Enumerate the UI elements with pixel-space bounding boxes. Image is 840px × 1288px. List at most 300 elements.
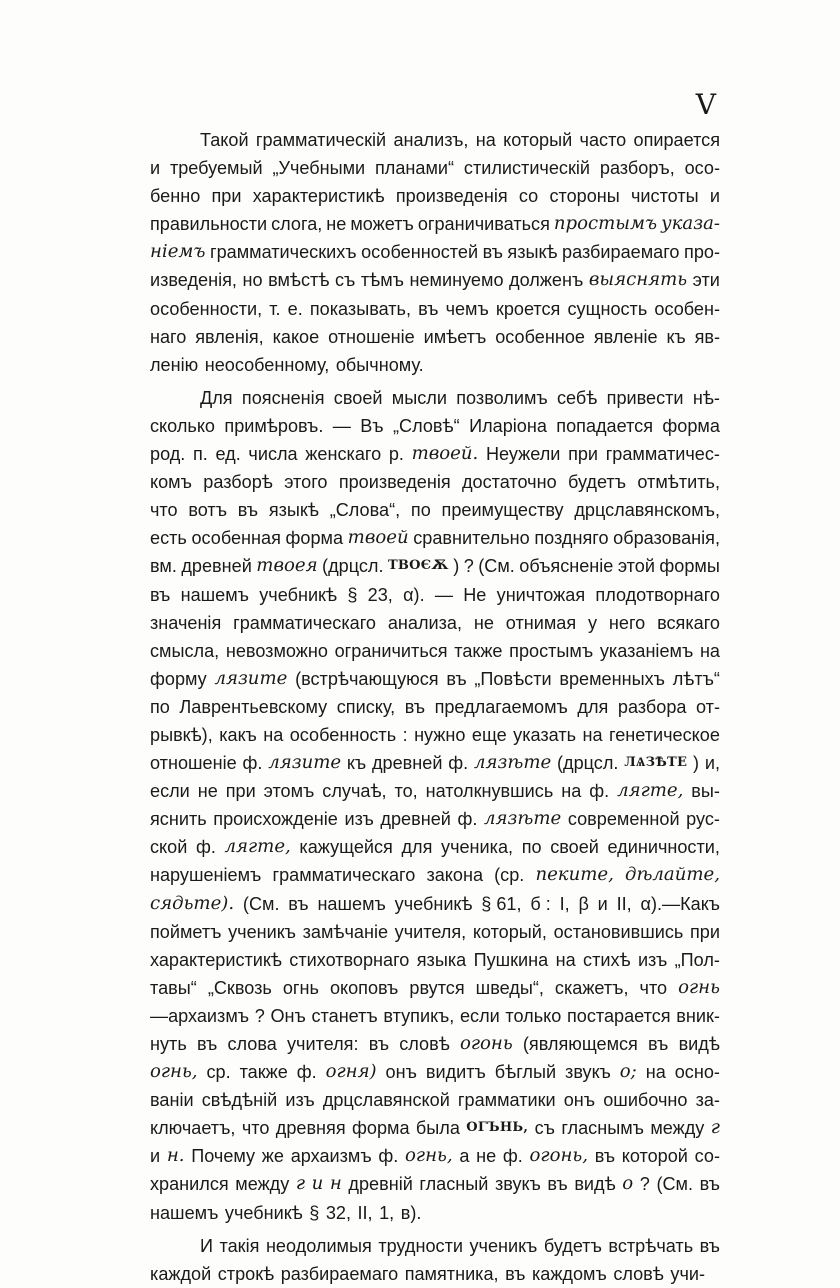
word: (ср. [494,865,525,886]
word: языкѣ [268,500,319,521]
word: простымъ [509,640,594,661]
word: на [582,724,603,745]
text-line [150,693,720,721]
word: же [261,1146,284,1167]
word: памятника, [404,1263,499,1284]
word: эти [692,270,720,291]
text-line [150,805,720,833]
word: (См. [656,1174,694,1195]
word: такія [219,1235,260,1256]
word: § 61, [481,893,522,914]
text-line [150,182,720,210]
word: „Учебными [272,158,366,179]
word: Почему [191,1146,256,1167]
church-slavonic-word: ОГЪНЬ, [466,1120,529,1136]
word: при [689,921,720,942]
word: всякаго [657,612,720,633]
word: себѣ [557,387,598,408]
word: была [415,1118,460,1139]
word: онъ [563,1090,596,1111]
italic-word: выяснять [588,269,688,291]
word: въ [368,1034,390,1054]
word: можетъ [350,214,414,235]
word: предлагаемомъ [434,696,568,717]
word: поздняго [534,528,609,549]
word: которой [621,1146,688,1167]
word: только [505,1005,562,1026]
word: Такой [200,130,249,150]
word: остановившись [553,921,684,942]
text-line [150,468,720,496]
word: при [211,186,242,207]
italic-word: огнь [678,976,720,998]
word: § [347,584,358,605]
word: бенно [150,186,201,207]
word: каждой [150,1263,212,1284]
text-line [150,890,720,918]
text-line [150,1002,720,1030]
text-line [150,749,720,777]
word: показывать, [309,298,412,319]
word: про- [684,242,720,263]
word: сколько [150,415,215,436]
word: древняя [275,1118,346,1139]
italic-word: н. [166,1145,185,1167]
text-line [150,637,720,665]
word: женскаго [305,444,382,465]
word: какое [272,326,320,347]
word: и [597,893,608,914]
word: между [650,1118,705,1139]
text-line [150,861,720,889]
word: „Сквозь [207,977,272,998]
word: — [434,584,453,605]
text-line [150,1260,720,1288]
text-line [150,1232,720,1260]
word: учебникѣ [394,893,473,914]
word: разбора [617,696,687,717]
word: со- [694,1146,720,1167]
word: ленію [150,354,199,375]
word: за- [695,1090,720,1111]
word: ограничиться [334,640,448,661]
word: Онъ [270,1005,306,1026]
italic-word: г [710,1117,720,1139]
word: не [473,612,494,633]
word: планами“ [375,158,455,179]
word: неособенному, [204,354,330,375]
word: то, [394,781,418,802]
italic-word: лязѣте [484,808,562,830]
word: изъ [285,1090,315,1111]
word: сущность [567,298,648,319]
word: будетъ [543,1235,602,1256]
word: вы- [691,781,720,802]
word: учи- [670,1263,706,1284]
text-line [150,918,720,946]
word: ф. [502,1146,523,1167]
word: отмѣтить, [637,472,720,493]
italic-word: твоей [347,527,409,549]
italic-word: о; [619,1061,637,1083]
italic-word: огня) [325,1061,377,1083]
word: (См. [478,556,515,577]
word: обычному. [335,354,424,375]
word: что [241,1118,270,1139]
text-line [150,1086,720,1114]
word: въ [648,1034,669,1054]
word: вм. [150,556,177,577]
word: ? [463,556,474,577]
word: —архаизмъ [150,1005,250,1026]
word: въ [150,584,171,605]
word: также [239,1062,288,1083]
word: особенная [191,528,281,549]
word: огнь [282,977,319,998]
word: тѣмъ [360,270,404,291]
word: слога, [271,214,323,235]
word: плодотворнаго [595,584,720,605]
word: нѣ- [692,387,720,408]
word: ошибочно [603,1090,688,1111]
word: учебникѣ [224,1202,303,1223]
word: языка [416,949,467,970]
italic-word: сядьте). [150,892,235,914]
word: образованія, [613,528,720,549]
word: невозможно [225,640,328,661]
word: при [568,444,599,465]
paragraph [150,126,720,379]
word: генетическое [609,724,720,745]
word: лѣтъ“ [672,668,720,689]
word: особен- [654,298,720,319]
word: яв- [694,326,720,347]
word: форма [662,415,720,436]
word: рывкѣ), [150,724,213,745]
word: осо- [684,158,720,179]
word: разбираемаго [280,1263,399,1284]
word: учебникѣ [259,584,338,605]
word: въ [482,242,503,263]
word: попадается [556,415,654,436]
word: звукъ [495,1174,541,1195]
word: этомъ [263,781,315,802]
italic-word: указа- [661,213,720,235]
word: если [150,781,190,802]
word: и [709,186,720,207]
word: между [235,1174,290,1195]
word: не [326,214,347,235]
italic-word: лязите [214,667,288,689]
word: нарушеніемъ [150,865,262,886]
word: ограничиваться [417,214,550,235]
word: (См. [242,893,280,914]
italic-word: и [311,1173,324,1195]
word: него [608,612,646,633]
italic-word: лягте, [224,836,291,858]
word: кажущейся [299,837,393,858]
word: нашемъ [317,893,386,914]
word: числа [248,444,298,465]
word: е. [287,298,303,319]
word: кроется [495,298,561,319]
word: нуть [150,1034,187,1054]
word: нашемъ [180,584,249,605]
word: особенностей [361,242,479,263]
italic-word: пеките, [535,864,614,886]
word: опирается [633,130,720,150]
text-line [150,323,720,351]
word: архаизмъ [290,1146,372,1167]
word: не [476,1146,497,1167]
word: временныхъ [559,668,665,689]
word: отнимая [505,612,577,633]
word: въ [594,1146,616,1167]
word: онъ [385,1062,417,1083]
italic-word: твоея [256,555,318,577]
word: изведенія, [150,270,237,291]
page-number: V [695,88,716,121]
word: неодолимыя [265,1235,372,1256]
word: на [555,949,576,970]
word: рус- [686,809,720,830]
word: современной [567,809,680,830]
word: этой [617,556,655,577]
word: гласнымъ [561,1118,644,1139]
word: своей [550,837,599,858]
word: что [639,977,668,998]
word: комъ [150,472,192,493]
text-line [150,721,720,749]
word: род. [150,444,186,465]
italic-word: дѣлайте, [624,864,720,886]
word: α).—Какъ [640,893,720,914]
word: закона [426,865,484,886]
word: грамматическій [255,130,387,150]
word: ) [693,753,700,774]
italic-word: лягте, [617,780,684,802]
word: случаѣ, [322,781,387,802]
italic-word: н [329,1173,342,1195]
word: „Повѣсти [474,668,552,689]
word: единичности, [607,837,720,858]
word: характеристикѣ [150,949,282,970]
word: ученикъ [228,921,296,942]
word: не [197,781,218,802]
word: грамматики [457,1090,556,1111]
word: къ [346,753,367,774]
word: ед. [215,444,241,465]
word: также [454,640,503,661]
word: И [200,1235,214,1256]
word: часто [579,130,627,150]
word: 23, [367,584,393,605]
word: р. [388,444,404,465]
word: у [588,612,598,633]
italic-word: ніемъ [150,241,206,263]
word: съ [534,1118,555,1139]
text-line [150,412,720,440]
text-line [150,496,720,524]
word: вмѣстѣ [268,270,330,291]
text-line [150,1030,720,1058]
italic-word: твоей. [411,443,479,465]
text-line [150,238,720,266]
word: Въ [360,415,384,436]
word: къ [666,326,686,347]
text-line [150,351,720,379]
word: въ [505,1263,526,1284]
word: § [309,1202,320,1223]
text-line [150,266,720,294]
word: достаточно [462,472,557,493]
word: сравнительно [413,528,530,549]
text-line [150,1114,720,1142]
word: въ [196,1034,218,1054]
italic-word: лязѣте [473,752,552,774]
word: отношеніе [150,753,237,774]
word: древней [371,753,443,774]
text-line [150,154,720,182]
word: списку, [336,696,396,717]
italic-word: огнь, [405,1145,453,1167]
word: б : [530,893,551,914]
word: какъ [219,724,257,745]
word: для [577,696,609,717]
word: правильности [150,214,268,235]
word: станетъ [311,1005,378,1026]
word: словѣ [399,1034,450,1054]
word: Иларіона [469,415,547,436]
text-line [150,581,720,609]
word: нашемъ [150,1202,219,1223]
text-line [150,833,720,861]
text-line [150,552,720,580]
word: Для [200,387,233,408]
word: гласный [419,1174,489,1195]
word: постарается [567,1005,671,1026]
word: строкѣ [217,1263,275,1284]
word: в). [400,1202,422,1223]
word: языкѣ [507,242,558,263]
word: (дрцсл. [322,556,384,577]
word: видитъ [425,1062,486,1083]
word: для [401,837,433,858]
word: въ [699,1174,720,1195]
word: характеристикѣ [252,186,385,207]
word: отношеніе [328,326,415,347]
word: дрцславянской [322,1090,450,1111]
text-line [150,665,720,693]
word: учителя, [394,921,467,942]
word: ф. [242,753,263,774]
text-line [150,1170,720,1198]
word: „Пол- [674,949,720,970]
italic-word: простымъ [553,213,658,235]
word: поясненія [241,387,325,408]
word: въ [446,668,467,689]
italic-word: о [622,1173,634,1195]
word: на [475,130,496,150]
word: (дрцсл. [557,753,619,774]
italic-word: огнь, [150,1061,198,1083]
word: ? [254,1005,265,1026]
word: форма [285,528,344,549]
word: рвутся [409,977,465,998]
church-slavonic-word: ТВОЄѪ [387,558,449,574]
word: по [521,837,542,858]
word: анализа, [387,612,462,633]
word: ср. [206,1062,231,1083]
word: что [150,500,178,521]
word: особенность [289,724,397,745]
word: имѣетъ [423,326,487,347]
word: II, [616,893,632,914]
word: своей [333,387,383,408]
word: по [150,696,170,717]
word: словѣ [613,1263,664,1284]
word: на [263,724,284,745]
word: ф. [378,1146,399,1167]
word: ф. [296,1062,317,1083]
word: стилистическій [463,158,591,179]
word: разбираемаго [562,242,680,263]
paragraph [150,1232,720,1288]
word: ф. [195,837,216,858]
word: но [242,270,263,291]
text-line [150,524,720,552]
word: ваніи [150,1090,194,1111]
word: значенія [150,612,222,633]
word: осно- [674,1062,720,1083]
word: ф. [448,753,469,774]
word: α). [403,584,425,605]
word: который, [472,921,547,942]
word: бѣглый [494,1062,557,1083]
italic-word: г [295,1173,306,1195]
word: на [645,1062,666,1083]
word: встрѣчать [608,1235,694,1256]
word: замѣчаніе [302,921,389,942]
word: въ [547,1174,568,1195]
word: Пушкина [473,949,549,970]
word: грамматичес- [605,444,720,465]
word: грамматическаго [272,865,416,886]
word: Лаврентьевскому [179,696,328,717]
word: стихѣ [583,949,631,970]
paragraph [150,384,720,1227]
word: форма [352,1118,410,1139]
word: (встрѣчающуюся [295,668,439,689]
word: особенное [495,326,585,347]
word: „Словѣ“ [393,415,460,436]
text-line [150,1142,720,1170]
word: въ [699,1235,720,1256]
word: разборъ, [599,158,675,179]
word: ф. [457,809,478,830]
word: формы [659,556,720,577]
word: который [503,130,573,150]
word: при [225,781,256,802]
text-line [150,126,720,154]
word: будетъ [568,472,627,493]
word: „Слова“, [329,500,401,521]
word: п. [193,444,208,465]
word: со [518,186,539,207]
word: древней [380,809,451,830]
word: втупикъ, [383,1005,455,1026]
italic-word: огонь, [529,1145,588,1167]
